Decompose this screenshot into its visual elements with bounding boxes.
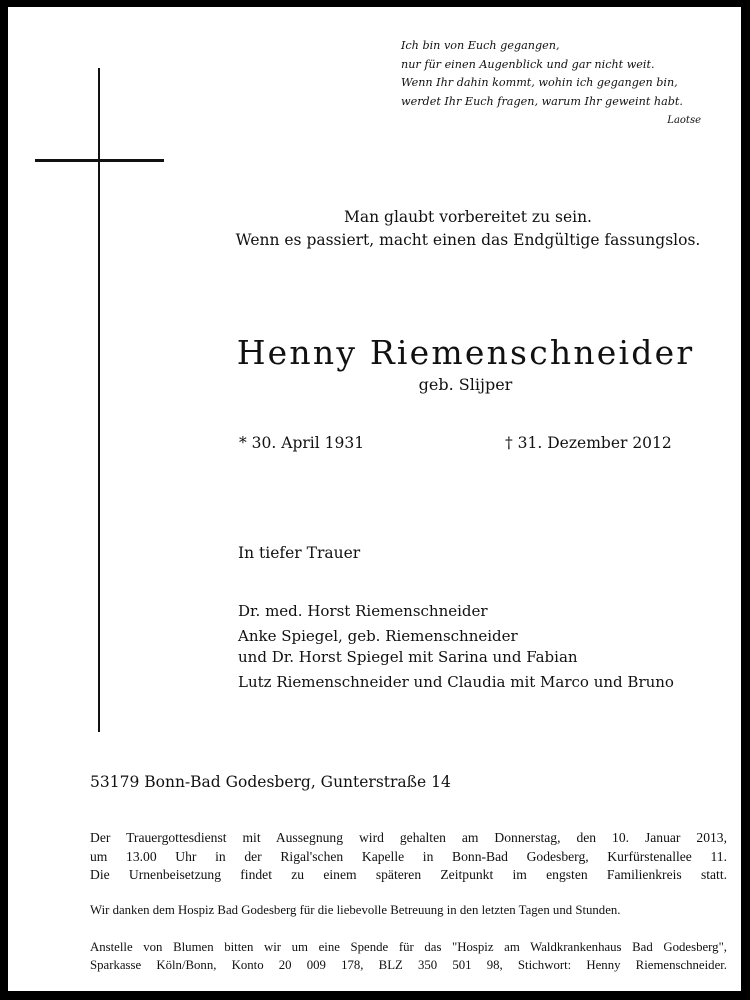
family-group	[238, 626, 674, 668]
family-line: Lutz Riemenschneider und Claudia mit Marco und Bruno	[238, 673, 674, 691]
family-list	[238, 601, 674, 697]
service-line: Die Urnenbeisetzung findet zu einem späteren Zeitpunkt im engsten Familienkreis statt.	[90, 867, 727, 882]
intro-line: Man glaubt vorbereitet zu sein.	[344, 208, 592, 226]
poem-line: Wenn Ihr dahin kommt, wohin ich gegangen bin,	[401, 76, 678, 89]
cross-horizontal-bar	[35, 159, 164, 162]
intro-line: Wenn es passiert, macht einen das Endgültige fassungslos.	[235, 231, 701, 249]
donation-note	[90, 938, 727, 974]
death-date: † 31. Dezember 2012	[505, 434, 672, 452]
poem-line: nur für einen Augenblick und gar nicht weit.	[401, 57, 655, 71]
service-line: Der Trauergottesdienst mit Aussegnung wird gehalten am Donnerstag, den 10. Januar 2013,	[90, 830, 727, 845]
family-line: Dr. med. Horst Riemenschneider	[238, 602, 488, 620]
obituary-page	[8, 7, 741, 991]
donation-line: Sparkasse Köln/Bonn, Konto 20 009 178, BLZ 350 501 98, Stichwort: Henny Riemenschneider.	[90, 958, 727, 972]
poem-quote	[401, 37, 683, 111]
deceased-name: Henny Riemenschneider	[236, 333, 695, 372]
poem-author: Laotse	[667, 115, 701, 126]
service-line: um 13.00 Uhr in der Rigal'schen Kapelle in Bonn-Bad Godesberg, Kurfürstenallee 11.	[90, 848, 727, 864]
thanks-note: Wir danken dem Hospiz Bad Godesberg für die liebevolle Betreuung in den letzten Tagen und Stunden.	[90, 903, 621, 917]
birth-date: * 30. April 1931	[239, 434, 365, 452]
address: 53179 Bonn-Bad Godesberg, Gunterstraße 14	[90, 773, 451, 791]
family-line: und Dr. Horst Spiegel mit Sarina und Fabian	[238, 648, 578, 666]
family-line: Anke Spiegel, geb. Riemenschneider	[238, 627, 518, 645]
donation-line: Anstelle von Blumen bitten wir um eine Spende für das "Hospiz am Waldkrankenhaus Bad Godesberg",	[90, 940, 727, 954]
poem-line: werdet Ihr Euch fragen, warum Ihr geweint habt.	[401, 94, 683, 108]
intro-quote	[208, 206, 728, 252]
mourning-heading: In tiefer Trauer	[238, 544, 361, 562]
poem-line: Ich bin von Euch gegangen,	[401, 39, 560, 52]
maiden-name: geb. Slijper	[418, 375, 513, 394]
service-info	[90, 829, 727, 885]
family-group	[238, 672, 674, 693]
family-group	[238, 601, 674, 622]
cross-vertical-bar	[98, 68, 100, 732]
